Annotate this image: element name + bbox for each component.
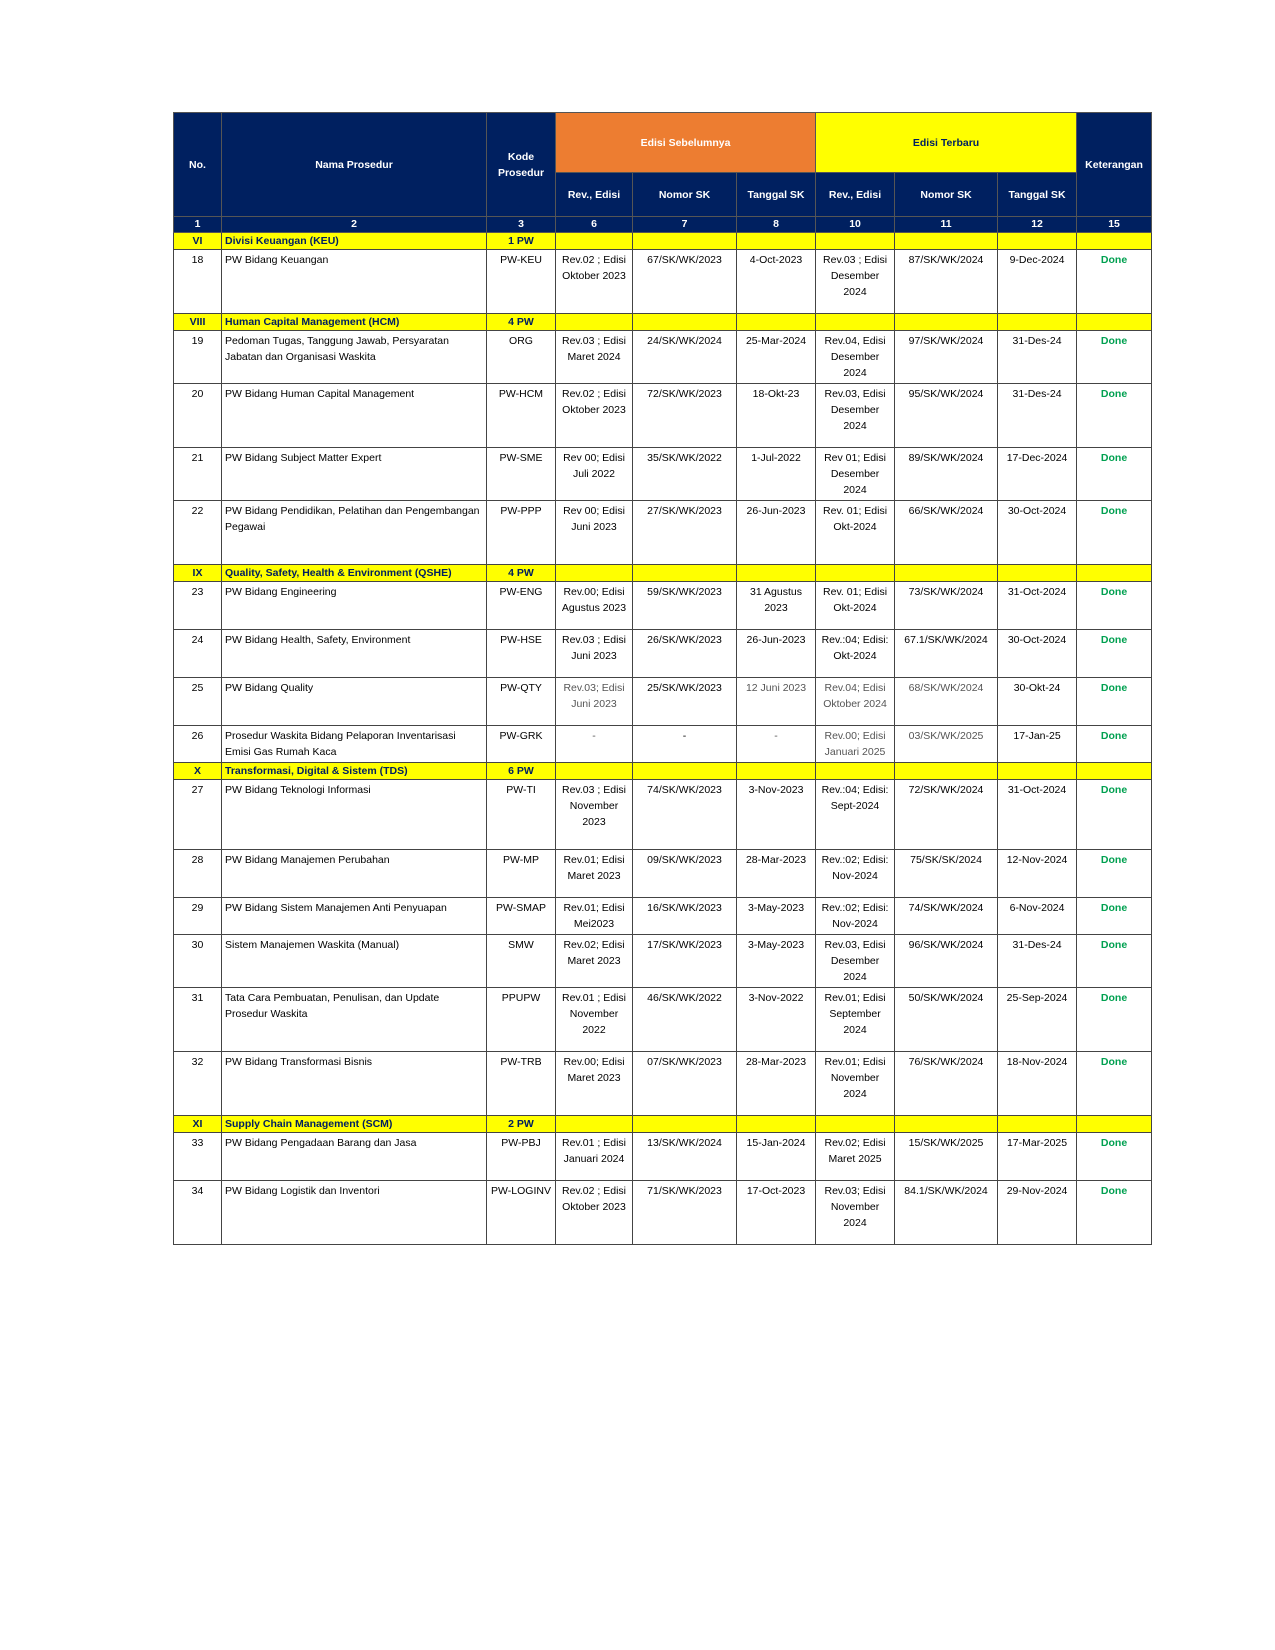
section-empty-cell <box>816 233 895 250</box>
row-prev-nomor-sk: 17/SK/WK/2023 <box>633 935 737 988</box>
row-nama-prosedur: PW Bidang Manajemen Perubahan <box>222 850 487 898</box>
row-nama-prosedur: Prosedur Waskita Bidang Pelaporan Inventarisasi Emisi Gas Rumah Kaca <box>222 726 487 763</box>
row-prev-tanggal-sk: - <box>737 726 816 763</box>
status-badge: Done <box>1077 850 1152 898</box>
header-prev-nomor-sk: Nomor SK <box>633 173 737 217</box>
table-row <box>174 988 1152 1052</box>
section-count: 4 PW <box>487 565 556 582</box>
row-new-rev-edisi: Rev.:02; Edisi: Nov-2024 <box>816 898 895 935</box>
row-new-tanggal-sk: 9-Dec-2024 <box>998 250 1077 314</box>
row-nama-prosedur: PW Bidang Transformasi Bisnis <box>222 1052 487 1116</box>
row-new-tanggal-sk: 25-Sep-2024 <box>998 988 1077 1052</box>
row-no: 27 <box>174 780 222 850</box>
row-new-nomor-sk: 84.1/SK/WK/2024 <box>895 1181 998 1245</box>
section-name: Human Capital Management (HCM) <box>222 314 487 331</box>
row-prev-nomor-sk: 27/SK/WK/2023 <box>633 501 737 565</box>
status-badge: Done <box>1077 780 1152 850</box>
header-edisi-terbaru: Edisi Terbaru <box>816 113 1077 173</box>
row-new-rev-edisi: Rev.01; Edisi November 2024 <box>816 1052 895 1116</box>
row-nama-prosedur: Pedoman Tugas, Tanggung Jawab, Persyaratan Jabatan dan Organisasi Waskita <box>222 331 487 384</box>
row-new-rev-edisi: Rev.03 ; Edisi Desember 2024 <box>816 250 895 314</box>
section-empty-cell <box>633 1116 737 1133</box>
row-prev-rev-edisi: Rev.03 ; Edisi Juni 2023 <box>556 630 633 678</box>
row-new-rev-edisi: Rev. 01; Edisi Okt-2024 <box>816 582 895 630</box>
column-number: 8 <box>737 217 816 233</box>
column-number: 3 <box>487 217 556 233</box>
row-new-nomor-sk: 73/SK/WK/2024 <box>895 582 998 630</box>
row-new-nomor-sk: 75/SK/SK/2024 <box>895 850 998 898</box>
row-prev-nomor-sk: 13/SK/WK/2024 <box>633 1133 737 1181</box>
row-prev-nomor-sk: - <box>633 726 737 763</box>
section-empty-cell <box>895 233 998 250</box>
row-kode-prosedur: PPUPW <box>487 988 556 1052</box>
row-no: 18 <box>174 250 222 314</box>
row-prev-nomor-sk: 74/SK/WK/2023 <box>633 780 737 850</box>
row-prev-nomor-sk: 07/SK/WK/2023 <box>633 1052 737 1116</box>
row-nama-prosedur: PW Bidang Subject Matter Expert <box>222 448 487 501</box>
column-number: 2 <box>222 217 487 233</box>
row-kode-prosedur: PW-TI <box>487 780 556 850</box>
row-new-rev-edisi: Rev 01; Edisi Desember 2024 <box>816 448 895 501</box>
row-new-tanggal-sk: 17-Dec-2024 <box>998 448 1077 501</box>
table-row <box>174 501 1152 565</box>
header-prev-rev-edisi: Rev., Edisi <box>556 173 633 217</box>
row-prev-nomor-sk: 24/SK/WK/2024 <box>633 331 737 384</box>
row-new-nomor-sk: 66/SK/WK/2024 <box>895 501 998 565</box>
status-badge: Done <box>1077 250 1152 314</box>
row-prev-tanggal-sk: 28-Mar-2023 <box>737 1052 816 1116</box>
row-new-nomor-sk: 95/SK/WK/2024 <box>895 384 998 448</box>
status-badge: Done <box>1077 678 1152 726</box>
section-empty-cell <box>998 233 1077 250</box>
column-number: 6 <box>556 217 633 233</box>
status-badge: Done <box>1077 1052 1152 1116</box>
section-empty-cell <box>737 233 816 250</box>
row-prev-tanggal-sk: 31 Agustus 2023 <box>737 582 816 630</box>
row-prev-tanggal-sk: 17-Oct-2023 <box>737 1181 816 1245</box>
row-new-rev-edisi: Rev.01; Edisi September 2024 <box>816 988 895 1052</box>
row-nama-prosedur: PW Bidang Sistem Manajemen Anti Penyuapan <box>222 898 487 935</box>
section-name: Quality, Safety, Health & Environment (QSHE) <box>222 565 487 582</box>
section-count: 2 PW <box>487 1116 556 1133</box>
row-prev-tanggal-sk: 3-Nov-2023 <box>737 780 816 850</box>
section-empty-cell <box>737 314 816 331</box>
section-empty-cell <box>1077 763 1152 780</box>
section-empty-cell <box>895 1116 998 1133</box>
section-empty-cell <box>895 565 998 582</box>
row-kode-prosedur: PW-GRK <box>487 726 556 763</box>
row-nama-prosedur: PW Bidang Logistik dan Inventori <box>222 1181 487 1245</box>
section-row <box>174 1116 1152 1133</box>
status-badge: Done <box>1077 1181 1152 1245</box>
row-prev-nomor-sk: 16/SK/WK/2023 <box>633 898 737 935</box>
status-badge: Done <box>1077 331 1152 384</box>
row-prev-tanggal-sk: 4-Oct-2023 <box>737 250 816 314</box>
table-row <box>174 1181 1152 1245</box>
row-prev-nomor-sk: 09/SK/WK/2023 <box>633 850 737 898</box>
header-new-rev-edisi: Rev., Edisi <box>816 173 895 217</box>
row-prev-rev-edisi: Rev.03; Edisi Juni 2023 <box>556 678 633 726</box>
row-prev-rev-edisi: Rev.02 ; Edisi Oktober 2023 <box>556 384 633 448</box>
row-no: 23 <box>174 582 222 630</box>
section-empty-cell <box>737 565 816 582</box>
row-new-nomor-sk: 97/SK/WK/2024 <box>895 331 998 384</box>
row-prev-tanggal-sk: 26-Jun-2023 <box>737 501 816 565</box>
row-new-tanggal-sk: 30-Okt-24 <box>998 678 1077 726</box>
row-prev-tanggal-sk: 25-Mar-2024 <box>737 331 816 384</box>
section-count: 6 PW <box>487 763 556 780</box>
section-name: Divisi Keuangan (KEU) <box>222 233 487 250</box>
section-row <box>174 233 1152 250</box>
row-new-tanggal-sk: 18-Nov-2024 <box>998 1052 1077 1116</box>
row-prev-tanggal-sk: 15-Jan-2024 <box>737 1133 816 1181</box>
header-nama-prosedur: Nama Prosedur <box>222 113 487 217</box>
row-no: 20 <box>174 384 222 448</box>
section-row <box>174 763 1152 780</box>
section-empty-cell <box>556 1116 633 1133</box>
table-row <box>174 331 1152 384</box>
header-edisi-sebelumnya: Edisi Sebelumnya <box>556 113 816 173</box>
row-new-nomor-sk: 96/SK/WK/2024 <box>895 935 998 988</box>
row-prev-rev-edisi: - <box>556 726 633 763</box>
status-badge: Done <box>1077 898 1152 935</box>
section-empty-cell <box>816 763 895 780</box>
row-kode-prosedur: PW-SMAP <box>487 898 556 935</box>
section-code: VIII <box>174 314 222 331</box>
status-badge: Done <box>1077 501 1152 565</box>
row-prev-tanggal-sk: 12 Juni 2023 <box>737 678 816 726</box>
section-code: X <box>174 763 222 780</box>
section-empty-cell <box>556 314 633 331</box>
section-empty-cell <box>633 233 737 250</box>
section-empty-cell <box>556 763 633 780</box>
table-row <box>174 726 1152 763</box>
row-new-nomor-sk: 67.1/SK/WK/2024 <box>895 630 998 678</box>
row-prev-rev-edisi: Rev.01 ; Edisi Januari 2024 <box>556 1133 633 1181</box>
row-new-tanggal-sk: 30-Oct-2024 <box>998 501 1077 565</box>
row-no: 19 <box>174 331 222 384</box>
header-new-nomor-sk: Nomor SK <box>895 173 998 217</box>
row-prev-nomor-sk: 71/SK/WK/2023 <box>633 1181 737 1245</box>
row-no: 30 <box>174 935 222 988</box>
section-empty-cell <box>895 314 998 331</box>
row-nama-prosedur: PW Bidang Pengadaan Barang dan Jasa <box>222 1133 487 1181</box>
row-new-tanggal-sk: 17-Jan-25 <box>998 726 1077 763</box>
row-no: 34 <box>174 1181 222 1245</box>
row-prev-rev-edisi: Rev 00; Edisi Juli 2022 <box>556 448 633 501</box>
section-empty-cell <box>737 763 816 780</box>
row-prev-rev-edisi: Rev.02 ; Edisi Oktober 2023 <box>556 1181 633 1245</box>
table-row <box>174 630 1152 678</box>
row-no: 28 <box>174 850 222 898</box>
row-prev-rev-edisi: Rev.01; Edisi Mei2023 <box>556 898 633 935</box>
row-prev-rev-edisi: Rev.03 ; Edisi Maret 2024 <box>556 331 633 384</box>
row-prev-tanggal-sk: 28-Mar-2023 <box>737 850 816 898</box>
section-empty-cell <box>1077 314 1152 331</box>
row-new-rev-edisi: Rev.03; Edisi November 2024 <box>816 1181 895 1245</box>
row-prev-rev-edisi: Rev 00; Edisi Juni 2023 <box>556 501 633 565</box>
section-code: VI <box>174 233 222 250</box>
row-kode-prosedur: PW-QTY <box>487 678 556 726</box>
section-empty-cell <box>816 1116 895 1133</box>
row-prev-rev-edisi: Rev.02; Edisi Maret 2023 <box>556 935 633 988</box>
row-new-nomor-sk: 72/SK/WK/2024 <box>895 780 998 850</box>
row-nama-prosedur: PW Bidang Human Capital Management <box>222 384 487 448</box>
row-new-rev-edisi: Rev.03, Edisi Desember 2024 <box>816 384 895 448</box>
section-empty-cell <box>998 565 1077 582</box>
row-prev-rev-edisi: Rev.03 ; Edisi November 2023 <box>556 780 633 850</box>
section-empty-cell <box>895 763 998 780</box>
status-badge: Done <box>1077 935 1152 988</box>
section-empty-cell <box>998 763 1077 780</box>
header-prev-tanggal-sk: Tanggal SK <box>737 173 816 217</box>
row-prev-nomor-sk: 35/SK/WK/2022 <box>633 448 737 501</box>
row-prev-rev-edisi: Rev.01; Edisi Maret 2023 <box>556 850 633 898</box>
row-new-tanggal-sk: 29-Nov-2024 <box>998 1181 1077 1245</box>
section-empty-cell <box>1077 565 1152 582</box>
row-new-rev-edisi: Rev.:04; Edisi: Sept-2024 <box>816 780 895 850</box>
row-kode-prosedur: PW-HCM <box>487 384 556 448</box>
row-prev-rev-edisi: Rev.01 ; Edisi November 2022 <box>556 988 633 1052</box>
row-prev-tanggal-sk: 3-Nov-2022 <box>737 988 816 1052</box>
section-empty-cell <box>556 565 633 582</box>
row-no: 22 <box>174 501 222 565</box>
table-row <box>174 582 1152 630</box>
section-row <box>174 565 1152 582</box>
row-new-nomor-sk: 50/SK/WK/2024 <box>895 988 998 1052</box>
row-kode-prosedur: PW-LOGINV <box>487 1181 556 1245</box>
row-new-tanggal-sk: 31-Des-24 <box>998 935 1077 988</box>
row-prev-nomor-sk: 46/SK/WK/2022 <box>633 988 737 1052</box>
row-new-nomor-sk: 74/SK/WK/2024 <box>895 898 998 935</box>
row-nama-prosedur: Sistem Manajemen Waskita (Manual) <box>222 935 487 988</box>
row-kode-prosedur: PW-KEU <box>487 250 556 314</box>
status-badge: Done <box>1077 988 1152 1052</box>
row-new-nomor-sk: 76/SK/WK/2024 <box>895 1052 998 1116</box>
table-row <box>174 384 1152 448</box>
row-prev-nomor-sk: 26/SK/WK/2023 <box>633 630 737 678</box>
table-row <box>174 780 1152 850</box>
row-new-rev-edisi: Rev.03, Edisi Desember 2024 <box>816 935 895 988</box>
section-empty-cell <box>998 1116 1077 1133</box>
status-badge: Done <box>1077 384 1152 448</box>
column-number: 1 <box>174 217 222 233</box>
row-new-tanggal-sk: 31-Des-24 <box>998 331 1077 384</box>
row-new-rev-edisi: Rev.00; Edisi Januari 2025 <box>816 726 895 763</box>
section-code: IX <box>174 565 222 582</box>
row-prev-rev-edisi: Rev.02 ; Edisi Oktober 2023 <box>556 250 633 314</box>
section-name: Transformasi, Digital & Sistem (TDS) <box>222 763 487 780</box>
table-row <box>174 448 1152 501</box>
section-empty-cell <box>633 763 737 780</box>
row-no: 31 <box>174 988 222 1052</box>
row-prev-tanggal-sk: 3-May-2023 <box>737 898 816 935</box>
row-new-rev-edisi: Rev.04, Edisi Desember 2024 <box>816 331 895 384</box>
section-code: XI <box>174 1116 222 1133</box>
row-no: 26 <box>174 726 222 763</box>
row-kode-prosedur: ORG <box>487 331 556 384</box>
row-new-tanggal-sk: 31-Oct-2024 <box>998 582 1077 630</box>
procedure-table-body <box>174 233 1152 1245</box>
column-number: 15 <box>1077 217 1152 233</box>
status-badge: Done <box>1077 582 1152 630</box>
row-no: 33 <box>174 1133 222 1181</box>
row-no: 24 <box>174 630 222 678</box>
row-prev-nomor-sk: 67/SK/WK/2023 <box>633 250 737 314</box>
row-new-rev-edisi: Rev.02; Edisi Maret 2025 <box>816 1133 895 1181</box>
row-new-tanggal-sk: 31-Des-24 <box>998 384 1077 448</box>
status-badge: Done <box>1077 630 1152 678</box>
row-nama-prosedur: PW Bidang Health, Safety, Environment <box>222 630 487 678</box>
header-kode-prosedur: Kode Prosedur <box>487 113 556 217</box>
row-no: 32 <box>174 1052 222 1116</box>
row-nama-prosedur: PW Bidang Quality <box>222 678 487 726</box>
row-nama-prosedur: PW Bidang Engineering <box>222 582 487 630</box>
table-row <box>174 250 1152 314</box>
row-new-nomor-sk: 03/SK/WK/2025 <box>895 726 998 763</box>
row-kode-prosedur: PW-HSE <box>487 630 556 678</box>
header-new-tanggal-sk: Tanggal SK <box>998 173 1077 217</box>
row-new-rev-edisi: Rev.:02; Edisi: Nov-2024 <box>816 850 895 898</box>
row-kode-prosedur: PW-TRB <box>487 1052 556 1116</box>
row-no: 25 <box>174 678 222 726</box>
row-kode-prosedur: SMW <box>487 935 556 988</box>
row-kode-prosedur: PW-PPP <box>487 501 556 565</box>
header-no: No. <box>174 113 222 217</box>
row-kode-prosedur: PW-ENG <box>487 582 556 630</box>
row-new-tanggal-sk: 30-Oct-2024 <box>998 630 1077 678</box>
row-kode-prosedur: PW-SME <box>487 448 556 501</box>
section-count: 1 PW <box>487 233 556 250</box>
row-new-tanggal-sk: 12-Nov-2024 <box>998 850 1077 898</box>
row-prev-tanggal-sk: 1-Jul-2022 <box>737 448 816 501</box>
table-row <box>174 1052 1152 1116</box>
row-prev-tanggal-sk: 26-Jun-2023 <box>737 630 816 678</box>
row-prev-nomor-sk: 25/SK/WK/2023 <box>633 678 737 726</box>
row-prev-rev-edisi: Rev.00; Edisi Maret 2023 <box>556 1052 633 1116</box>
row-nama-prosedur: Tata Cara Pembuatan, Penulisan, dan Update Prosedur Waskita <box>222 988 487 1052</box>
header-keterangan: Keterangan <box>1077 113 1152 217</box>
section-empty-cell <box>1077 1116 1152 1133</box>
column-number: 7 <box>633 217 737 233</box>
section-empty-cell <box>737 1116 816 1133</box>
table-row <box>174 1133 1152 1181</box>
row-new-rev-edisi: Rev.:04; Edisi: Okt-2024 <box>816 630 895 678</box>
row-no: 29 <box>174 898 222 935</box>
row-new-nomor-sk: 89/SK/WK/2024 <box>895 448 998 501</box>
row-prev-tanggal-sk: 18-Okt-23 <box>737 384 816 448</box>
row-new-rev-edisi: Rev.04; Edisi Oktober 2024 <box>816 678 895 726</box>
row-prev-tanggal-sk: 3-May-2023 <box>737 935 816 988</box>
row-nama-prosedur: PW Bidang Pendidikan, Pelatihan dan Pengembangan Pegawai <box>222 501 487 565</box>
row-new-tanggal-sk: 31-Oct-2024 <box>998 780 1077 850</box>
status-badge: Done <box>1077 1133 1152 1181</box>
column-number: 10 <box>816 217 895 233</box>
row-prev-nomor-sk: 59/SK/WK/2023 <box>633 582 737 630</box>
section-empty-cell <box>633 314 737 331</box>
row-prev-nomor-sk: 72/SK/WK/2023 <box>633 384 737 448</box>
row-new-nomor-sk: 15/SK/WK/2025 <box>895 1133 998 1181</box>
section-empty-cell <box>816 565 895 582</box>
column-number: 11 <box>895 217 998 233</box>
section-empty-cell <box>816 314 895 331</box>
section-empty-cell <box>1077 233 1152 250</box>
row-nama-prosedur: PW Bidang Teknologi Informasi <box>222 780 487 850</box>
column-number: 12 <box>998 217 1077 233</box>
row-new-nomor-sk: 87/SK/WK/2024 <box>895 250 998 314</box>
row-no: 21 <box>174 448 222 501</box>
table-row <box>174 850 1152 898</box>
section-count: 4 PW <box>487 314 556 331</box>
row-nama-prosedur: PW Bidang Keuangan <box>222 250 487 314</box>
row-kode-prosedur: PW-PBJ <box>487 1133 556 1181</box>
table-row <box>174 678 1152 726</box>
section-name: Supply Chain Management (SCM) <box>222 1116 487 1133</box>
row-new-rev-edisi: Rev. 01; Edisi Okt-2024 <box>816 501 895 565</box>
section-empty-cell <box>556 233 633 250</box>
procedure-table <box>173 112 1152 1245</box>
section-empty-cell <box>633 565 737 582</box>
section-row <box>174 314 1152 331</box>
table-row <box>174 935 1152 988</box>
procedure-table-sheet <box>173 112 1151 1245</box>
row-new-nomor-sk: 68/SK/WK/2024 <box>895 678 998 726</box>
status-badge: Done <box>1077 726 1152 763</box>
status-badge: Done <box>1077 448 1152 501</box>
row-prev-rev-edisi: Rev.00; Edisi Agustus 2023 <box>556 582 633 630</box>
section-empty-cell <box>998 314 1077 331</box>
row-new-tanggal-sk: 17-Mar-2025 <box>998 1133 1077 1181</box>
row-new-tanggal-sk: 6-Nov-2024 <box>998 898 1077 935</box>
row-kode-prosedur: PW-MP <box>487 850 556 898</box>
table-row <box>174 898 1152 935</box>
